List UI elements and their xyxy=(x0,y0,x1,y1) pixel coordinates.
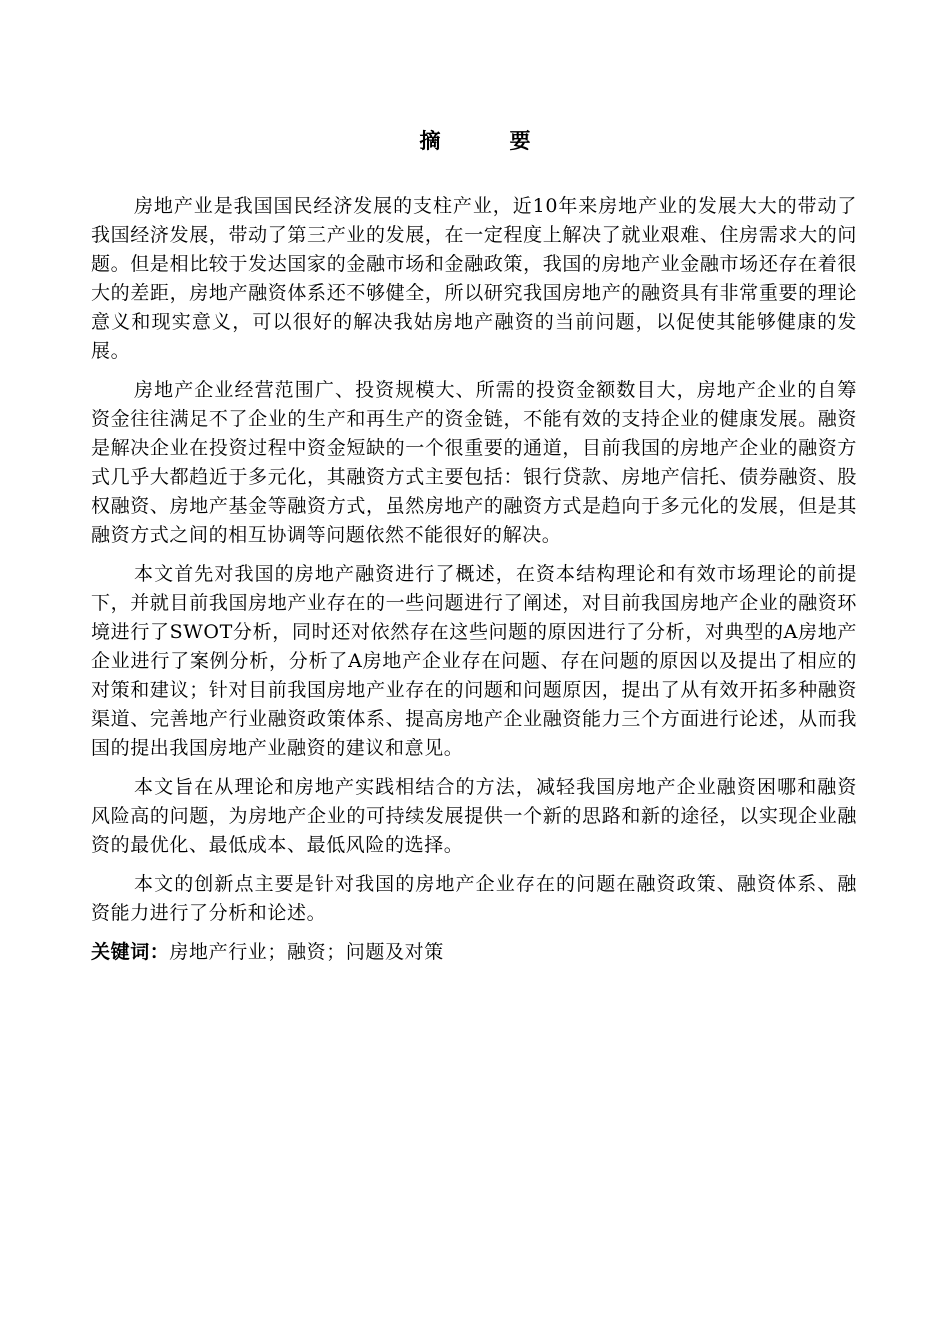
abstract-paragraph-2: 房地产企业经营范围广、投资规模大、所需的投资金额数目大，房地产企业的自筹资金往往满足不了企业的生产和再生产的资金链，不能有效的支持企业的健康发展。融资是解决企业在投资过程中资金短缺的一个很重要的通道，目前我国的房地产企业的融资方式几乎大都趋近于多元化，其融资方式主要包括：银行贷款、房地产信托、债券融资、股权融资、房地产基金等融资方式，虽然房地产的融资方式是趋向于多元化的发展，但是其融资方式之间的相互协调等问题依然不能很好的解决。 xyxy=(91,379,857,546)
keywords-line xyxy=(91,938,857,967)
abstract-title: 摘 要 xyxy=(419,128,555,153)
abstract-paragraph-5: 本文的创新点主要是针对我国的房地产企业存在的问题在融资政策、融资体系、融资能力进行了分析和论述。 xyxy=(91,873,857,924)
keywords-label: 关键词： xyxy=(91,941,170,963)
abstract-body xyxy=(91,192,857,967)
keywords-text: 房地产行业；融资；问题及对策 xyxy=(169,941,444,963)
abstract-paragraph-1: 房地产业是我国国民经济发展的支柱产业，近10年来房地产业的发展大大的带动了我国经济发展，带动了第三产业的发展，在一定程度上解决了就业艰难、住房需求大的问题。但是相比较于发达国家的金融市场和金融政策，我国的房地产业金融市场还存在着很大的差距，房地产融资体系还不够健全，所以研究我国房地产的融资具有非常重要的理论意义和现实意义，可以很好的解决我姑房地产融资的当前问题，以促使其能够健康的发展。 xyxy=(91,195,857,362)
abstract-paragraph-4: 本文旨在从理论和房地产实践相结合的方法，减轻我国房地产企业融资困哪和融资风险高的问题，为房地产企业的可持续发展提供一个新的思路和新的途径，以实现企业融资的最优化、最低成本、最低风险的选择。 xyxy=(91,776,857,856)
abstract-paragraph-3: 本文首先对我国的房地产融资进行了概述，在资本结构理论和有效市场理论的前提下，并就目前我国房地产业存在的一些问题进行了阐述，对目前我国房地产企业的融资环境进行了SWOT分析，同时还对依然存在这些问题的原因进行了分析，对典型的A房地产企业进行了案例分析，分析了A房地产企业存在问题、存在问题的原因以及提出了相应的对策和建议；针对目前我国房地产业存在的问题和问题原因，提出了从有效开拓多种融资渠道、完善地产行业融资政策体系、提高房地产企业融资能力三个方面进行论述，从而我国的提出我国房地产业融资的建议和意见。 xyxy=(91,563,857,759)
